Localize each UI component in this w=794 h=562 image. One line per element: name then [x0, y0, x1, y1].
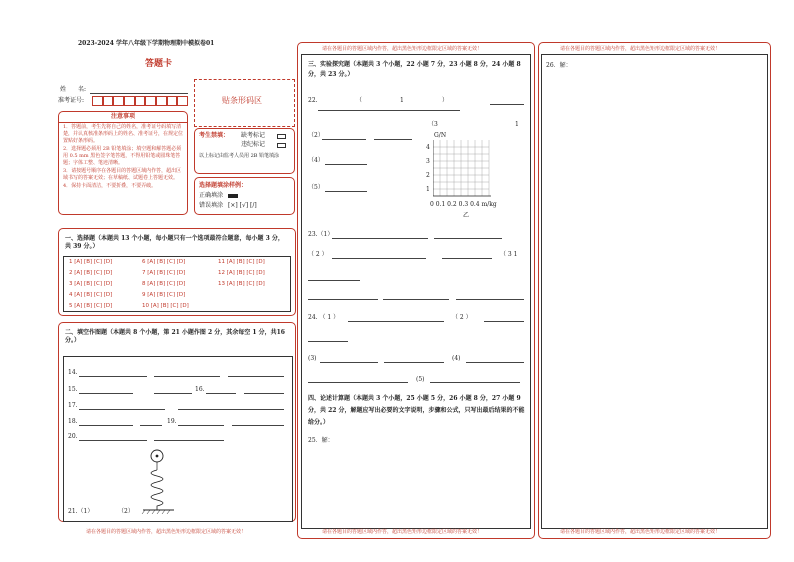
- graph-y-tick: 1: [426, 186, 430, 193]
- q25-answer-area[interactable]: [304, 447, 528, 527]
- spring-figure: [140, 446, 180, 520]
- answer-line[interactable]: [79, 376, 147, 377]
- answer-line[interactable]: [244, 393, 284, 394]
- mc-question[interactable]: 5 [A] [B] [C] [D]: [69, 303, 113, 309]
- q22-5-label: （5）: [308, 184, 324, 191]
- answer-line[interactable]: [484, 321, 524, 322]
- absent-title: 考生禁填：: [199, 132, 230, 139]
- q24-2-label: （ 2 ）: [452, 314, 472, 321]
- violation-mark-label: 违纪标记: [241, 141, 266, 148]
- answer-line[interactable]: [178, 425, 224, 426]
- fill-sample-title: 选择题填涂样例：: [199, 182, 248, 189]
- mc-question[interactable]: 1 [A] [B] [C] [D]: [69, 259, 113, 265]
- answer-line[interactable]: [79, 393, 133, 394]
- answer-line[interactable]: [232, 425, 284, 426]
- answer-line[interactable]: [332, 258, 426, 259]
- q24-4-label: (4): [452, 355, 461, 362]
- q24-3-label: (3): [308, 355, 317, 362]
- mc-question[interactable]: 12 [A] [B] [C] [D]: [218, 270, 265, 276]
- note-item: 2．选择题必须用 2B 铅笔填涂；填空题和解答题必须用 0.5 mm 黑色签字笔答题，不得用铅笔或圆珠笔答题；字体工整、笔迹清晰。: [63, 146, 182, 166]
- column-warning: 请在各题目的答题区域内作答，超出黑色矩形边框限定区域的答案无效！: [560, 529, 721, 535]
- mc-question[interactable]: 2 [A] [B] [C] [D]: [69, 270, 113, 276]
- q22-paren: ）: [442, 97, 449, 104]
- q23-label: 23.（1）: [308, 231, 334, 238]
- answer-line[interactable]: [154, 440, 224, 441]
- barcode-area: [194, 79, 295, 127]
- mc-question[interactable]: 6 [A] [B] [C] [D]: [142, 259, 186, 265]
- wrong-fill-label: 错误填涂: [199, 202, 224, 209]
- q16-label: 16.: [195, 386, 205, 393]
- mc-question[interactable]: 10 [A] [B] [C] [D]: [142, 303, 189, 309]
- answer-line[interactable]: [456, 299, 524, 300]
- q19-label: 19.: [167, 418, 177, 425]
- answer-line[interactable]: [374, 139, 412, 140]
- answer-line[interactable]: [384, 362, 444, 363]
- exam-title: 2023-2024 学年八年级下学期物理期中模拟卷01: [78, 40, 215, 47]
- answer-line[interactable]: [318, 110, 460, 111]
- answer-line[interactable]: [154, 393, 192, 394]
- q22-3-num: 1: [515, 121, 519, 128]
- answer-line[interactable]: [79, 425, 133, 426]
- mc-question[interactable]: 8 [A] [B] [C] [D]: [142, 281, 186, 287]
- answer-line[interactable]: [79, 440, 147, 441]
- mc-question[interactable]: 4 [A] [B] [C] [D]: [69, 292, 113, 298]
- mc-question[interactable]: 13 [A] [B] [C] [D]: [218, 281, 265, 287]
- q21b-label: （2）: [118, 508, 134, 515]
- column-warning: 请在各题目的答题区域内作答，超出黑色矩形边框限定区域的答案无效！: [86, 529, 247, 535]
- section4-title: 四、论述计算题（本题共 3 个小题，25 小题 5 分，26 小题 8 分，27 小题 9 分，共 22 分，解题应写出必要的文字说明，步骤和公式，只写出最后结果的不能给分。）: [308, 395, 525, 426]
- answer-line[interactable]: [383, 299, 449, 300]
- answer-line[interactable]: [228, 376, 284, 377]
- correct-fill-label: 正确填涂: [199, 192, 224, 199]
- mc-question[interactable]: 9 [A] [B] [C] [D]: [142, 292, 186, 298]
- q22-label: 22.: [308, 97, 318, 104]
- answer-line[interactable]: [442, 258, 492, 259]
- answer-line[interactable]: [490, 104, 524, 105]
- answer-line[interactable]: [308, 382, 408, 383]
- q14-label: 14.: [68, 369, 78, 376]
- q22-4-label: （4）: [308, 157, 324, 164]
- q22-3-label: （3: [428, 121, 438, 128]
- graph-x-axis: 0 0.1 0.2 0.3 0.4 m/kg: [430, 201, 497, 208]
- fill-sample-box: [194, 177, 295, 215]
- absent-box: [194, 128, 295, 174]
- answer-line[interactable]: [322, 139, 366, 140]
- answer-line[interactable]: [308, 341, 348, 342]
- answer-line[interactable]: [140, 425, 162, 426]
- q23-2-label: （ 2 ）: [308, 251, 328, 258]
- exam-id-label: 准考证号:: [58, 97, 85, 104]
- q26-label: 26．解：: [546, 62, 572, 69]
- graph-y-tick: 3: [426, 158, 430, 165]
- q24-5-label: (5): [416, 376, 425, 383]
- graph-caption: 乙: [463, 212, 470, 219]
- column3-answer-area[interactable]: [541, 54, 768, 529]
- column-warning: 请在各题目的答题区域内作答，超出黑色矩形边框限定区域的答案无效！: [560, 46, 721, 52]
- wrong-fill-marks: [×] [√] [/]: [228, 202, 257, 209]
- absent-note: 以上标记由监考人员用 2B 铅笔填涂: [199, 153, 280, 159]
- section1-title: 一、选择题（本题共 13 个小题，每小题只有一个选项最符合题意，每小题 3 分，共 39 分。）: [65, 235, 284, 250]
- answer-line[interactable]: [430, 382, 520, 383]
- section2-title: 二、填空作图题（本题共 8 个小题，第 21 小题作图 2 分，其余每空 1 分，共16 分。）: [65, 329, 285, 344]
- section3-title: 三、实验探究题（本题共 3 个小题，22 小题 7 分，23 小题 8 分，24 小题 8 分，共 23 分。）: [308, 61, 521, 78]
- note-item: 4．保持卡面清洁，不要折叠，不要弄破。: [63, 183, 157, 189]
- violation-mark-box[interactable]: [277, 143, 286, 148]
- q21-label: 21.（1）: [68, 508, 94, 515]
- answer-line[interactable]: [325, 164, 367, 165]
- answer-line[interactable]: [325, 191, 367, 192]
- answer-line[interactable]: [178, 409, 284, 410]
- barcode-label: 贴条形码区: [222, 96, 262, 105]
- mc-question[interactable]: 11 [A] [B] [C] [D]: [218, 259, 265, 265]
- q25-label: 25．解：: [308, 437, 334, 444]
- answer-line[interactable]: [434, 238, 502, 239]
- name-field[interactable]: [90, 93, 188, 94]
- note-item: 1．答题前，考生先将自己的姓名，准考证号码填写清楚，并认真核准条形码上的姓名、准考证号，在规定位置贴好条形码。: [63, 124, 184, 144]
- note-item: 3．请按题号顺序在各题目的答题区域内作答，超出区域书写的答案无效；在草稿纸、试题卷上答题无效。: [63, 168, 182, 181]
- q22-paren: （: [356, 97, 363, 104]
- q17-label: 17.: [68, 402, 78, 409]
- answer-line[interactable]: [348, 321, 444, 322]
- q15-label: 15.: [68, 386, 78, 393]
- notes-box: [58, 111, 188, 215]
- answer-line[interactable]: [308, 299, 378, 300]
- missing-mark-box[interactable]: [277, 134, 286, 139]
- missing-mark-label: 缺考标记: [241, 132, 266, 139]
- graph-y-tick: 2: [426, 172, 430, 179]
- q22-paren-num: 1: [400, 97, 404, 104]
- q22-2-label: （2）: [308, 132, 324, 139]
- q18-label: 18.: [68, 418, 78, 425]
- column-warning: 请在各题目的答题区域内作答，超出黑色矩形边框限定区域的答案无效！: [322, 46, 483, 52]
- exam-id-boxes[interactable]: [92, 96, 188, 106]
- correct-fill-mark: [228, 194, 238, 198]
- graph-y-label: G/N: [434, 132, 447, 139]
- q23-3-label: （ 3 1: [500, 251, 518, 258]
- answer-line[interactable]: [206, 393, 236, 394]
- answer-card-title: 答题卡: [145, 59, 173, 69]
- notes-title: 注意事项: [59, 112, 187, 123]
- answer-line[interactable]: [308, 280, 360, 281]
- answer-line[interactable]: [79, 409, 165, 410]
- column-warning: 请在各题目的答题区域内作答，超出黑色矩形边框限定区域的答案无效！: [322, 529, 483, 535]
- answer-line[interactable]: [332, 238, 428, 239]
- q20-label: 20.: [68, 433, 78, 440]
- graph-grid[interactable]: [433, 140, 493, 202]
- answer-line[interactable]: [466, 362, 524, 363]
- graph-y-tick: 4: [426, 144, 430, 151]
- answer-line[interactable]: [154, 376, 220, 377]
- name-label: 姓 名:: [60, 86, 87, 93]
- mc-question[interactable]: 7 [A] [B] [C] [D]: [142, 270, 186, 276]
- q24-label: 24. （ 1 ）: [308, 314, 340, 321]
- answer-line[interactable]: [320, 362, 378, 363]
- mc-question[interactable]: 3 [A] [B] [C] [D]: [69, 281, 113, 287]
